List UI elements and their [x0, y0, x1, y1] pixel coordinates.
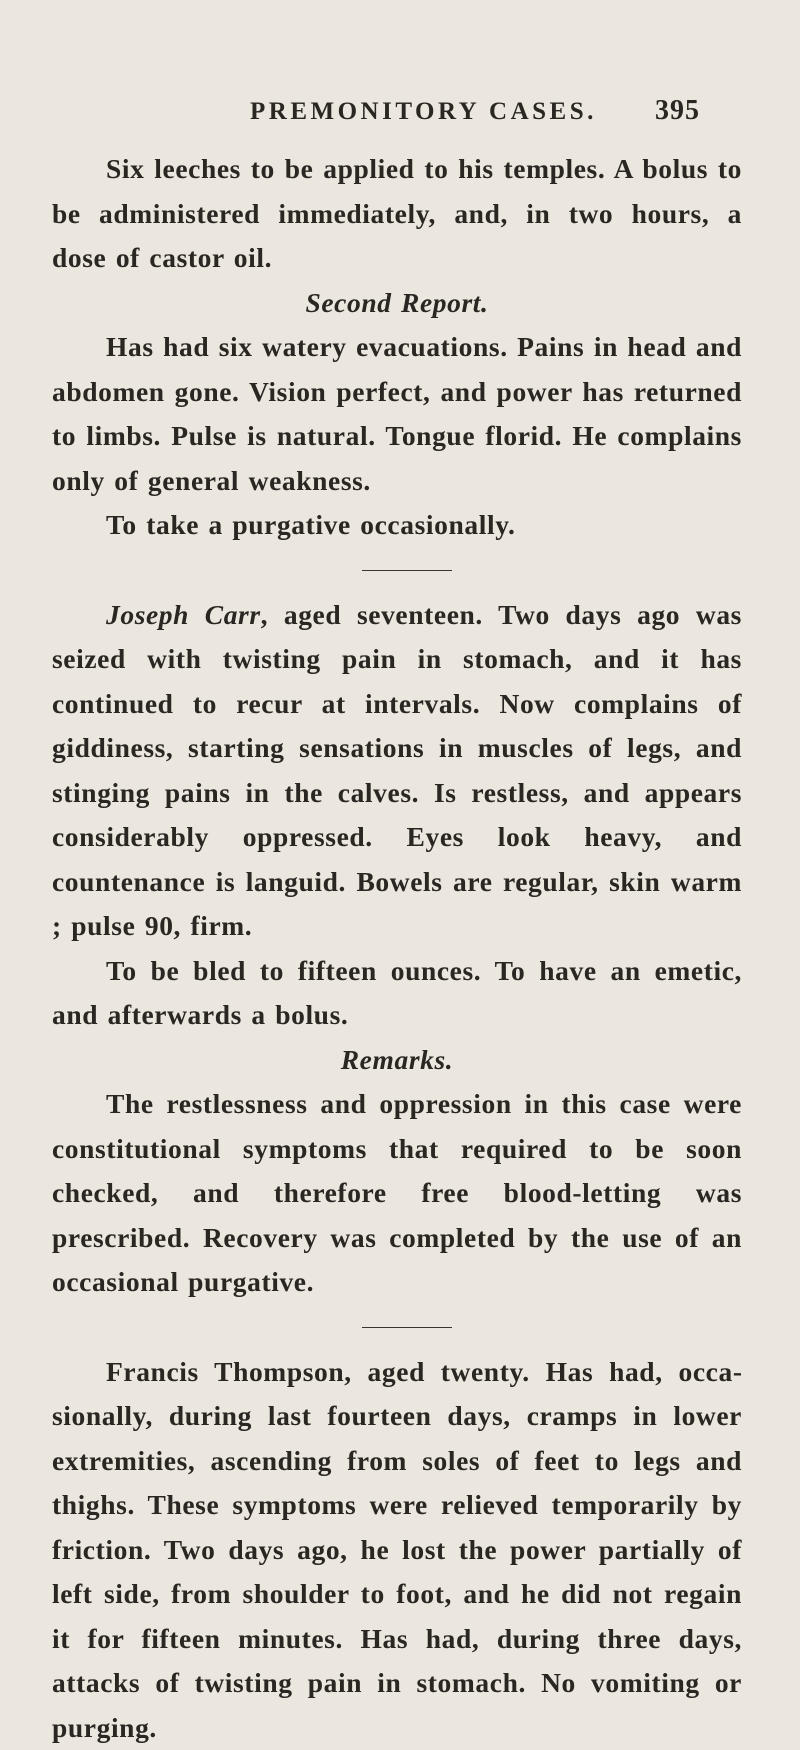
heading-remarks: Remarks. — [52, 1038, 742, 1083]
page-number: 395 — [655, 95, 700, 127]
paragraph-remarks: The restlessness and oppression in this case were constitutional symptoms that required to be soon checked, and therefore free blood-letting was prescribed. Recovery was completed by the use of an occasional purgative. — [52, 1082, 742, 1305]
paragraph-bled: To be bled to fifteen ounces. To have an emetic, and afterwards a bolus. — [52, 949, 742, 1038]
paragraph-second-report: Has had six watery evacuations. Pains in head and abdomen gone. Vision perfect, and power has returned to limbs. Pulse is natural. Tongue florid. He complains only of general weakness. — [52, 325, 742, 503]
section-divider — [362, 570, 452, 571]
paragraph-leeches: Six leeches to be applied to his temples. A bolus to be administered immediately, and, in two hours, a dose of castor oil. — [52, 147, 742, 281]
paragraph-francis-thompson: Francis Thompson, aged twenty. Has had, occasionally, during last fourteen days, cramps in lower extremities, ascending from soles of feet to legs and thighs. These symptoms were relieved temporarily by friction. Two days ago, he lost the power partially of left side, from shoulder to foot, and he did not regain it for fifteen minutes. Has had, during three days, attacks of twisting pain in stomach. No vomiting or purging. — [52, 1350, 742, 1750]
section-divider — [362, 1327, 452, 1328]
paragraph-joseph-carr — [52, 593, 742, 949]
running-title: PREMONITORY CASES. — [250, 98, 597, 126]
paragraph-purgative: To take a purgative occasionally. — [52, 503, 742, 548]
paragraph-joseph-carr-text: , aged seventeen. Two days ago was seized with twisting pain in stomach, and it has continued to recur at intervals. Now complains of giddiness, starting sensations in muscles of legs, and stinging pains in the calves. Is restless, and appears considerably oppressed. Eyes look heavy, and countenance is languid. Bowels are regular, skin warm ; pulse 90, firm. — [52, 599, 742, 942]
patient-name: Joseph Carr — [106, 599, 261, 630]
page-body — [52, 147, 742, 1750]
heading-second-report: Second Report. — [52, 281, 742, 326]
